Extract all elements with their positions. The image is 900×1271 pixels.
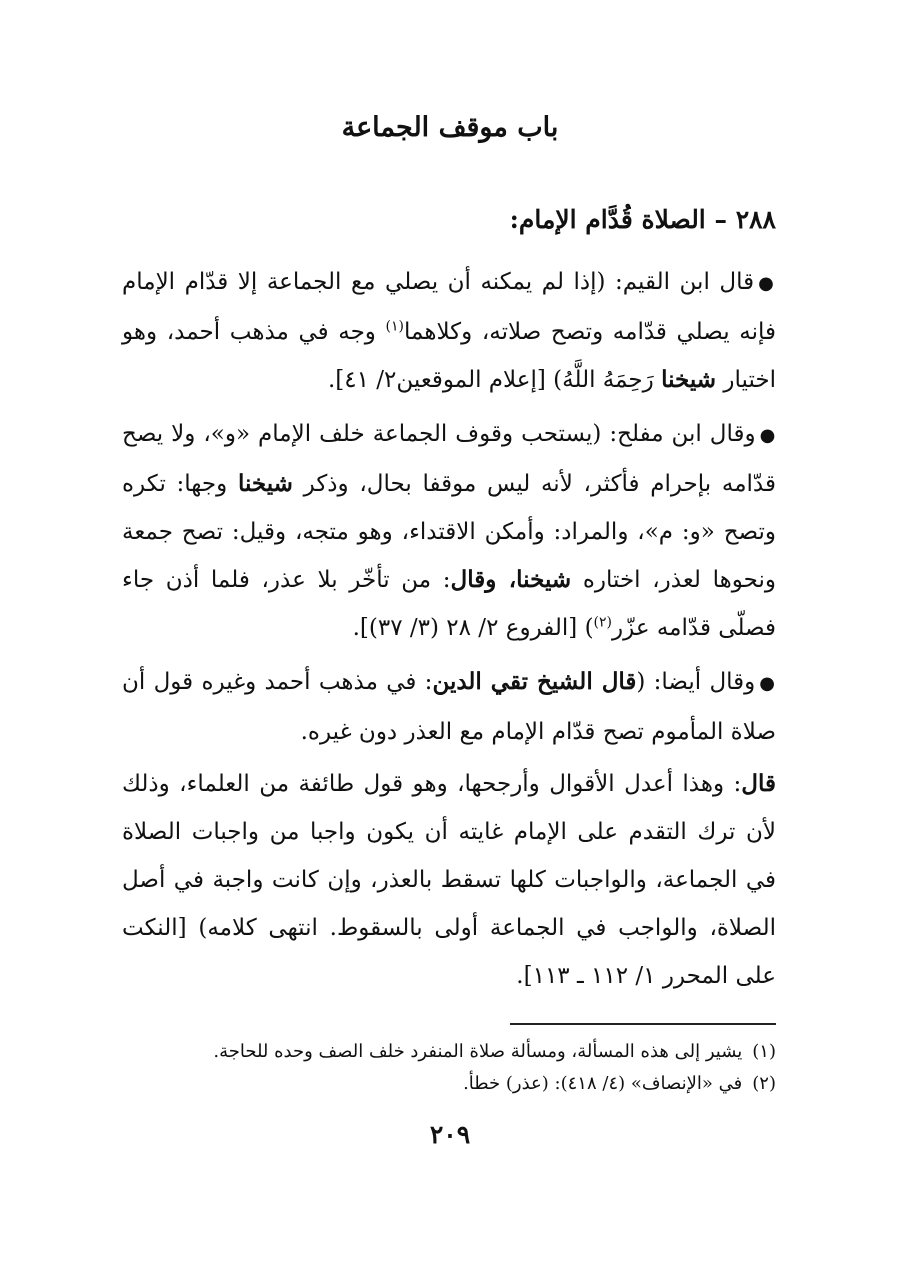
footnote-ref[interactable]: (٢) xyxy=(593,614,613,631)
bullet-icon: ● xyxy=(758,273,776,294)
bold-term: شيخنا، وقال xyxy=(450,566,572,593)
footnote-number: (٢) xyxy=(752,1073,776,1094)
section-title: الصلاة قُدَّام الإمام: xyxy=(509,205,706,234)
bullet-icon: ● xyxy=(759,425,776,446)
paragraph-text: وجها: تكره وتصح «و: م»، والمراد: وأمكن الاقتداء، وهو متجه، وقيل: تصح جمعة ونحوها لعذر، اختاره xyxy=(122,471,776,593)
section-number: ٢٨٨ xyxy=(735,205,776,234)
paragraph-text: : وهذا أعدل الأقوال وأرجحها، وهو قول طائفة من العلماء، وذلك لأن ترك التقدم على الإمام غايته أن يكون واجبا من واجبات الصلاة في الجماعة، والواجبات كلها تسقط بالعذر، وإن كانت واجبة في أصل الصلاة، والواجب في الجماعة أولى بالسقوط. انتهى كلامه) [النكت على المحرر ١/ ١١٢ ـ ١١٣]. xyxy=(122,771,776,989)
section-heading xyxy=(122,196,776,244)
page-number: ٢٠٩ xyxy=(429,1120,471,1149)
paragraph-ibn-muflih xyxy=(122,410,776,652)
footnote-text: يشير إلى هذه المسألة، ومسألة صلاة المنفرد خلف الصف وحده للحاجة. xyxy=(213,1041,743,1062)
paragraph-text: رَحِمَهُ اللَّهُ) [إعلام الموقعين٢/ ٤١]. xyxy=(327,367,662,393)
bold-term: قال الشيخ تقي الدين xyxy=(432,668,637,695)
paragraph-text: وقال ابن مفلح: (يستحب وقوف الجماعة خلف الإمام «و»، ولا يصح قدّامه بإحرام فأكثر، لأنه ليس موقفا بحال، وذكر xyxy=(122,421,776,497)
paragraph-qala xyxy=(122,760,776,1000)
paragraph-text: ) [الفروع ٢/ ٢٨ (٣/ ٣٧)]. xyxy=(352,615,594,641)
footnote-text: في «الإنصاف» (٤/ ٤١٨): (عذر) خطأ. xyxy=(463,1073,743,1094)
paragraph-ibn-alqayyim xyxy=(122,258,776,404)
footnote-item xyxy=(122,1036,776,1068)
footnotes xyxy=(122,1036,776,1100)
footnote-ref[interactable]: (١) xyxy=(385,318,405,335)
paragraph-text: قال ابن القيم: (إذا لم يمكنه أن يصلي مع الجماعة إلا قدّام الإمام فإنه يصلي قدّامه وتصح صلاته، وكلاهما xyxy=(122,269,776,345)
paragraph-text: وقال أيضا: ( xyxy=(636,669,756,695)
bullet-icon: ● xyxy=(759,673,776,694)
paragraph-also-said xyxy=(122,658,776,756)
footnote-divider xyxy=(510,1023,776,1025)
paragraph-text: : في مذهب أحمد وغيره قول أن صلاة المأموم تصح قدّام الإمام مع العذر دون غيره. xyxy=(122,669,776,745)
bold-term: شيخنا xyxy=(661,366,717,393)
bold-term: شيخنا xyxy=(237,470,293,497)
bold-term: قال xyxy=(741,770,776,797)
paragraph-text: وجه في مذهب أحمد، وهو اختيار xyxy=(122,319,776,393)
paragraph-text: : من تأخّر بلا عذر، فلما أذن جاء فصلّى قدّامه عزّر xyxy=(122,567,776,641)
footnote-item xyxy=(122,1068,776,1100)
footnote-number: (١) xyxy=(752,1041,776,1062)
chapter-title: باب موقف الجماعة xyxy=(341,112,559,143)
section-separator: – xyxy=(714,205,727,234)
